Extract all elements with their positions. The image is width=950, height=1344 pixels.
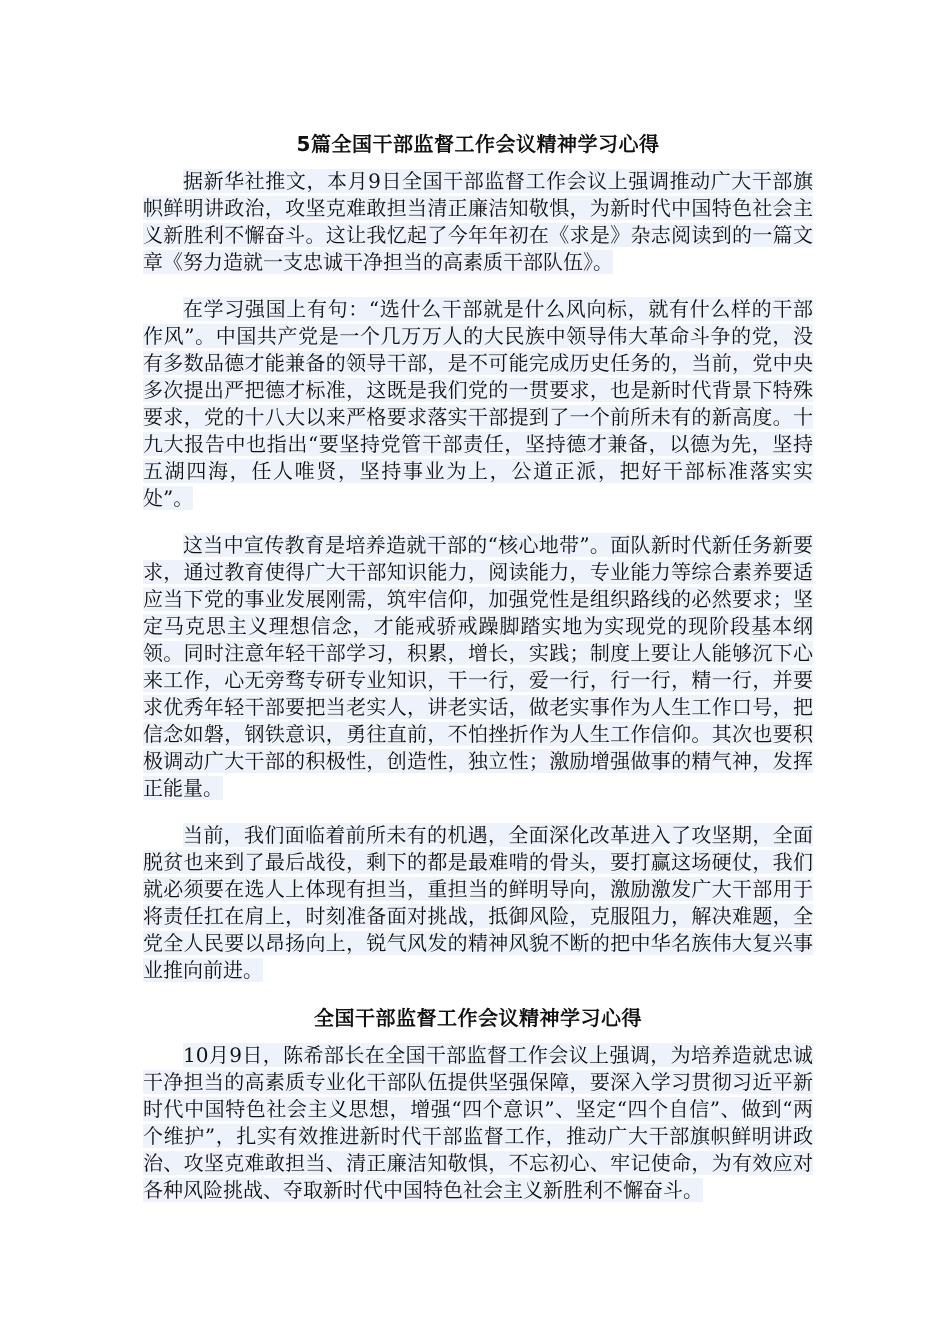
paragraph-text: 当前，我们面临着前所未有的机遇，全面深化改革进入了攻坚期，全面脱贫也来到了最后战役，剩下的都是最难啃的骨头，要打赢这场硬仗，我们就必须要在选人上体现有担当，重担当的鲜明导向，激励激发广大干部用于将责任扛在肩上，时刻准备面对挑战，抵御风险，克服阻力，解决难题，全党全人民要以昂扬向上，锐气风发的精神风貌不断的把中华名族伟大复兴事业推向前进。 [143,823,813,982]
article-title-2-text: 全国干部监督工作会议精神学习心得 [314,1006,642,1030]
document-body [143,120,813,1224]
paragraph-text: 这当中宣传教育是培养造就干部的“核心地带”。面队新时代新任务新要求，通过教育使得广大干部知识能力，阅读能力，专业能力等综合素养要适应当下党的事业发展刚需，筑牢信仰，加强党性是组织路线的必然要求；坚定马克思主义理想信念，才能戒骄戒躁脚踏实地为实现党的现阶段基本纲领。同时注意年轻干部学习，积累，增长，实践；制度上要让人能够沉下心来工作，心无旁骛专研专业知识，干一行，爱一行，行一行，精一行，并要求优秀年轻干部要把当老实人，讲老实话，做老实事作为人生工作口号，把信念如磐，钢铁意识，勇往直前，不怕挫折作为人生工作信仰。其次也要积极调动广大干部的积极性，创造性，独立性；激励增强做事的精气神，发挥正能量。 [143,533,813,800]
paragraph-2-1 [143,1042,813,1204]
article-title-2 [143,1004,813,1032]
paragraph-text: 在学习强国上有句：“选什么干部就是什么风向标，就有什么样的干部作风”。中国共产党是一个几万万人的大民族中领导伟大革命斗争的党，没有多数品德才能兼备的领导干部，是不可能完成历史任务的，当前，党中央多次提出严把德才标准，这既是我们党的一贯要求，也是新时代背景下特殊要求，党的十八大以来严格要求落实干部提到了一个前所未有的新高度。十九大报告中也指出“要坚持党管干部责任，坚持德才兼备，以德为先，坚持五湖四海，任人唯贤，坚持事业为上，公道正派，把好干部标准落实实处”。 [143,297,813,510]
paragraph-1-3 [143,532,813,802]
paragraph-text: 据新华社推文，本月9日全国干部监督工作会议上强调推动广大干部旗帜鲜明讲政治，攻坚克难敢担当清正廉洁知敬惧，为新时代中国特色社会主义新胜利不懈奋斗。这让我忆起了今年年初在《求是》杂志阅读到的一篇文章《努力造就一支忠诚干净担当的高素质干部队伍》。 [143,169,813,274]
paragraph-1-1 [143,168,813,276]
paragraph-1-4 [143,822,813,984]
article-title-1-text: 5篇全国干部监督工作会议精神学习心得 [296,132,660,156]
article-title-1 [143,130,813,158]
paragraph-1-2 [143,296,813,512]
paragraph-text: 10月9日，陈希部长在全国干部监督工作会议上强调，为培养造就忠诚干净担当的高素质专业化干部队伍提供坚强保障，要深入学习贯彻习近平新时代中国特色社会主义思想，增强“四个意识”、坚定“四个自信”、做到“两个维护”，扎实有效推进新时代干部监督工作，推动广大干部旗帜鲜明讲政治、攻坚克难敢担当、清正廉洁知敬惧，不忘初心、牢记使命，为有效应对各种风险挑战、夺取新时代中国特色社会主义新胜利不懈奋斗。 [143,1043,813,1202]
